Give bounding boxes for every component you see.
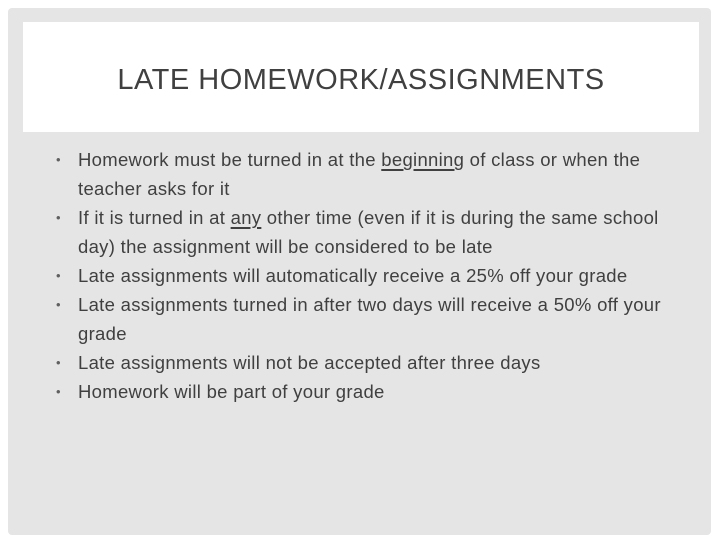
bullet-icon: • (56, 297, 61, 312)
bullet-item (56, 261, 696, 290)
bullet-list (56, 145, 696, 406)
slide (8, 8, 711, 535)
bullet-icon: • (56, 152, 61, 167)
title-box (23, 22, 699, 132)
bullet-item (56, 290, 696, 348)
bullet-item (56, 145, 696, 203)
bullet-text: Late assignments turned in after two days will receive a 50% off your grade (78, 294, 661, 344)
bullet-text: other time (even if it is during the same school day) the assignment will be considered to be late (78, 207, 659, 257)
bullet-icon: • (56, 384, 61, 399)
bullet-icon: • (56, 268, 61, 283)
bullet-text: Homework must be turned in at the (78, 149, 382, 170)
bullet-icon: • (56, 355, 61, 370)
bullet-text: If it is turned in at (78, 207, 231, 228)
underlined-word: beginning (381, 149, 465, 170)
bullet-icon: • (56, 210, 61, 225)
bullet-text: of class or when the teacher asks for it (78, 149, 641, 199)
bullet-text: Homework will be part of your grade (78, 381, 385, 402)
bullet-item (56, 377, 696, 406)
bullet-text: Late assignments will not be accepted after three days (78, 352, 541, 373)
bullet-text: Late assignments will automatically receive a 25% off your grade (78, 265, 628, 286)
bullet-item (56, 348, 696, 377)
bullet-item (56, 203, 696, 261)
slide-title: LATE HOMEWORK/ASSIGNMENTS (117, 64, 605, 96)
underlined-word: any (230, 207, 262, 228)
